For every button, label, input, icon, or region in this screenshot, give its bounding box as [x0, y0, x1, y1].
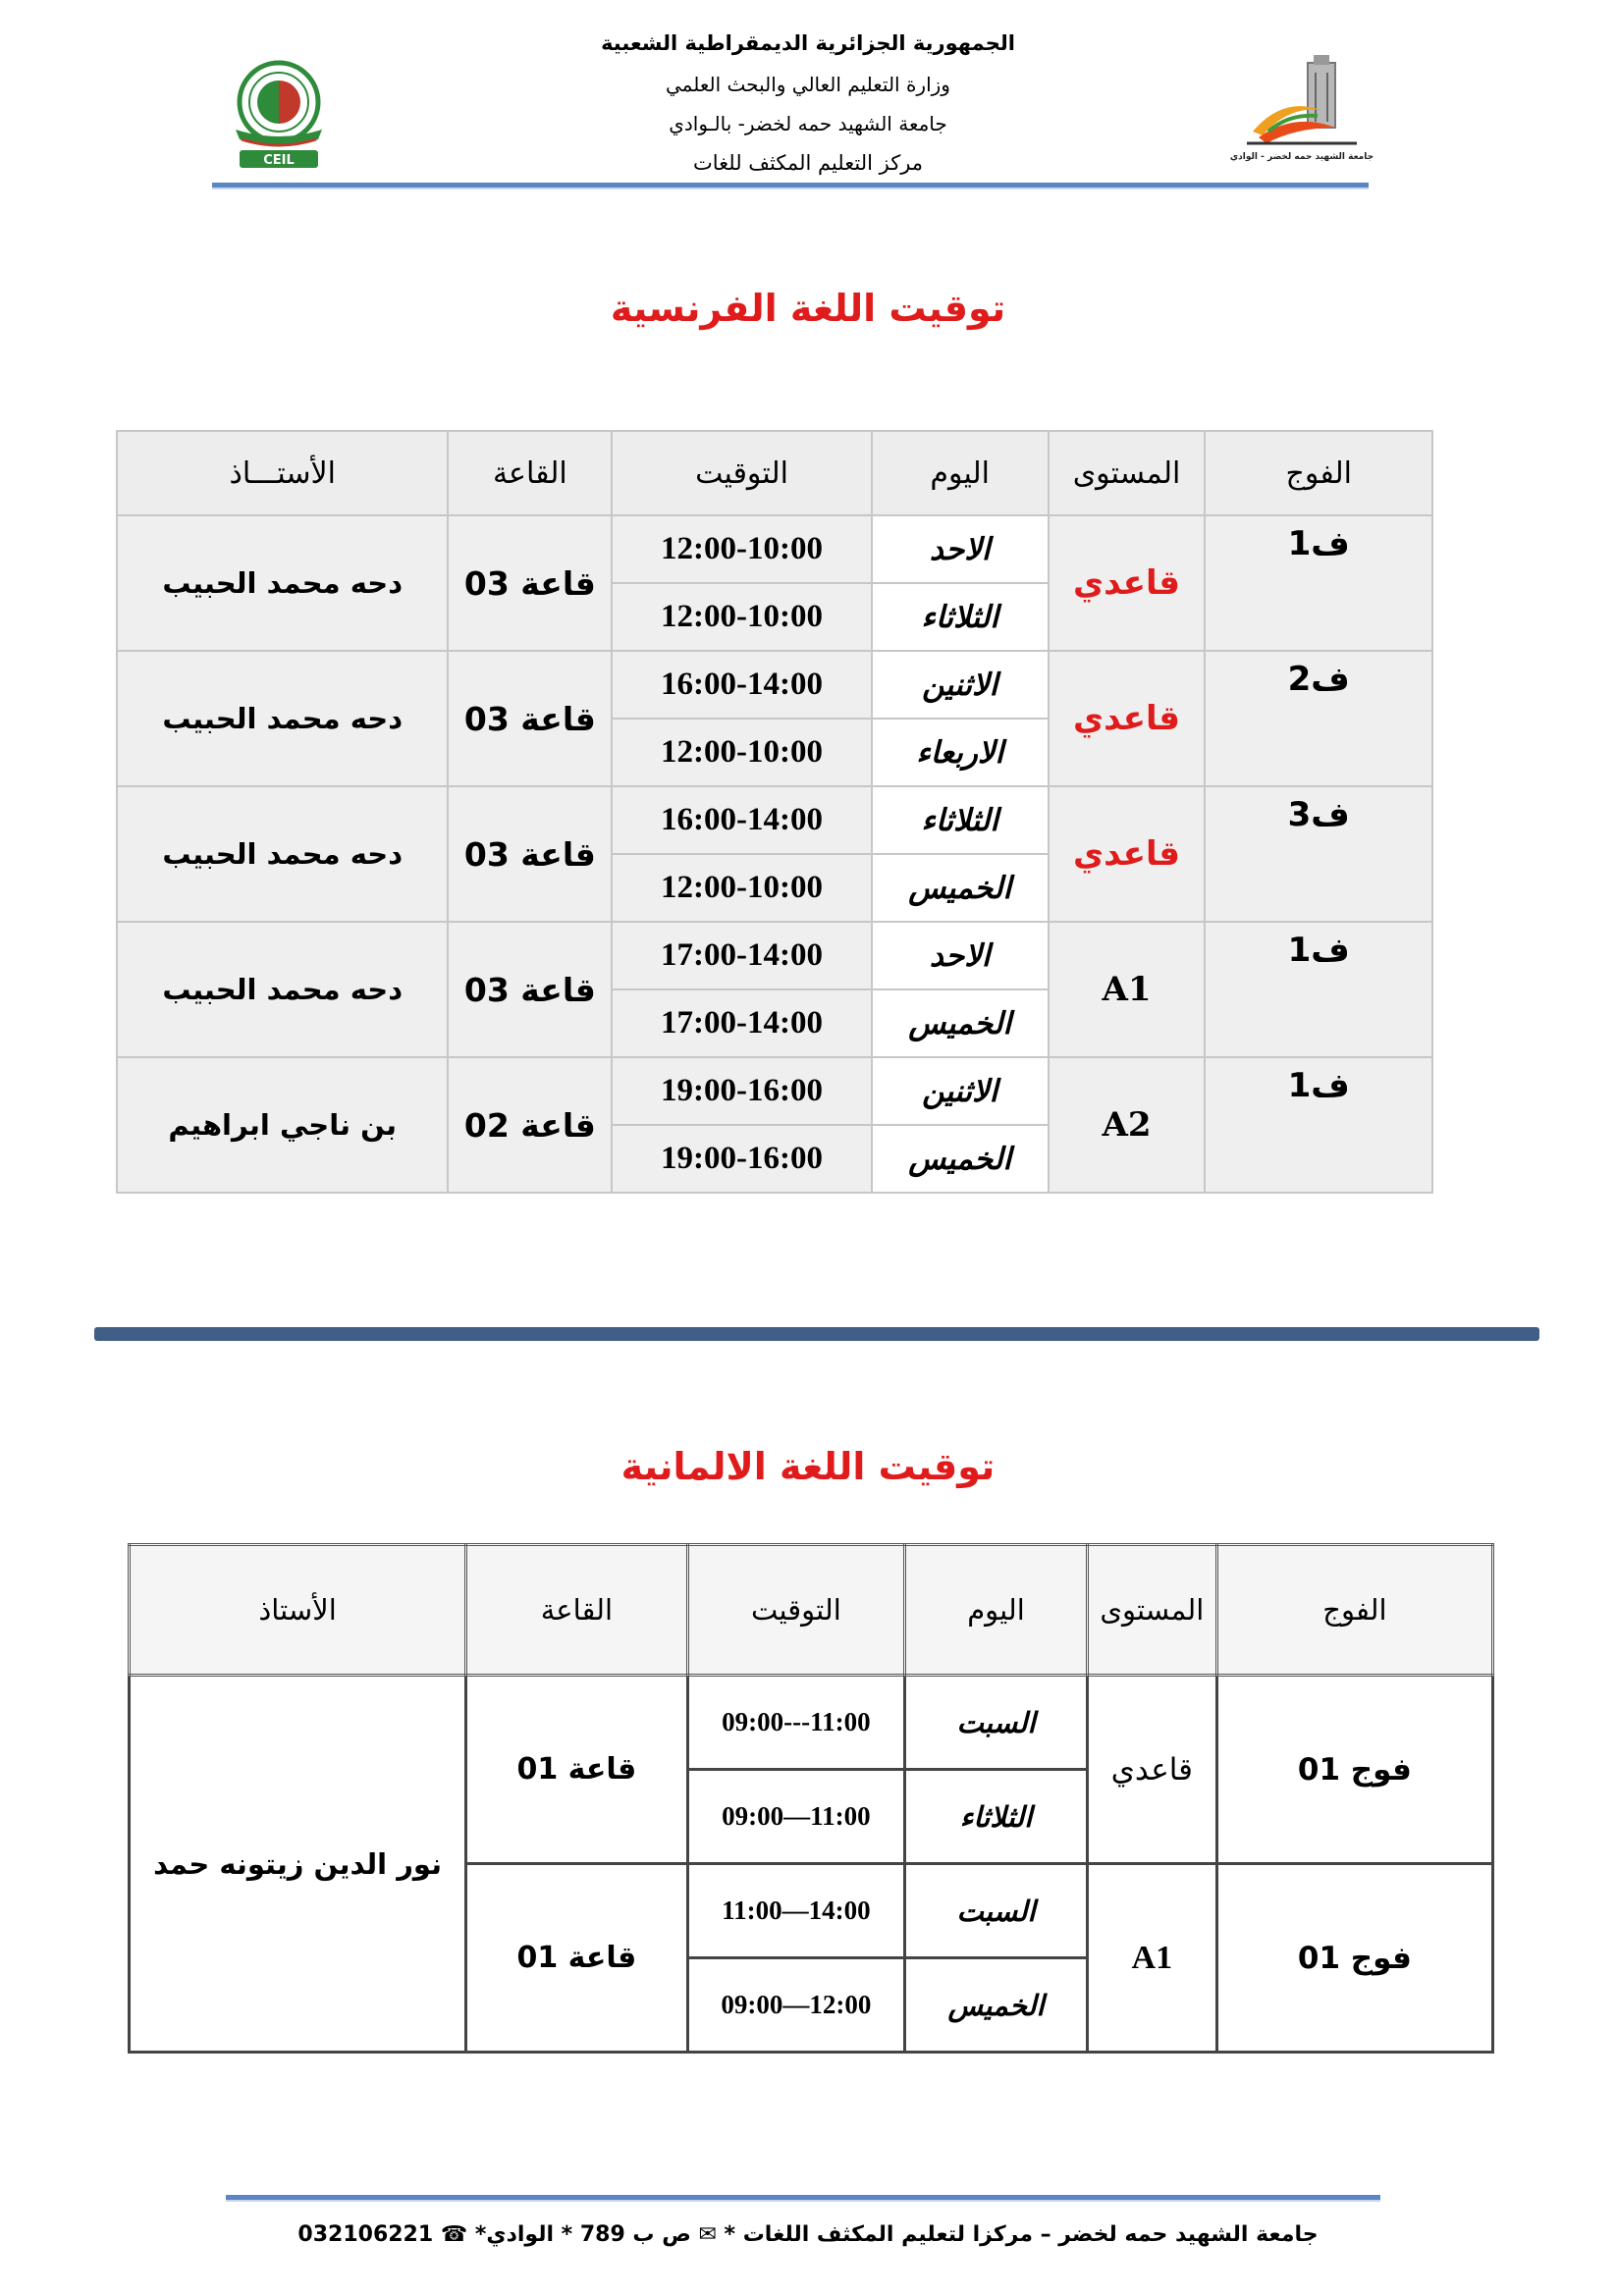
day-cell: الاحد: [872, 515, 1049, 583]
section-separator: [94, 1327, 1539, 1341]
header-republic: الجمهورية الجزائرية الديمقراطية الشعبية: [601, 31, 1015, 55]
room-cell: قاعة 03: [448, 786, 612, 922]
header-room: القاعة: [466, 1545, 687, 1676]
header-time: التوقيت: [687, 1545, 905, 1676]
prof-cell: بن ناجي ابراهيم: [117, 1057, 448, 1193]
day-cell: الاثنين: [872, 1057, 1049, 1125]
time-cell: 11:00—09:00: [687, 1770, 905, 1864]
time-cell: 12:00—09:00: [687, 1958, 905, 2053]
group-cell: ف2: [1205, 651, 1432, 786]
header-room: القاعة: [448, 431, 612, 515]
table-header-row: [130, 1545, 1493, 1676]
table-row: [117, 651, 1432, 719]
day-cell: الاربعاء: [872, 719, 1049, 786]
time-cell: 12:00-10:00: [612, 719, 872, 786]
level-cell: قاعدي: [1049, 515, 1206, 651]
time-cell: 17:00-14:00: [612, 922, 872, 989]
time-cell: 16:00-14:00: [612, 786, 872, 854]
table-row: [117, 1057, 1432, 1125]
time-cell: 14:00—11:00: [687, 1864, 905, 1958]
group-cell: فوج 01: [1216, 1676, 1492, 1864]
prof-cell: دحه محمد الحبيب: [117, 515, 448, 651]
header-ministry: وزارة التعليم العالي والبحث العلمي: [666, 73, 950, 96]
day-cell: الثلاثاء: [905, 1770, 1088, 1864]
level-cell: قاعدي: [1087, 1676, 1216, 1864]
day-cell: الخميس: [872, 989, 1049, 1057]
header-time: التوقيت: [612, 431, 872, 515]
room-cell: قاعة 01: [466, 1864, 687, 2053]
group-cell: ف1: [1205, 1057, 1432, 1193]
ceil-logo: [218, 57, 340, 173]
prof-cell: دحه محمد الحبيب: [117, 922, 448, 1057]
level-cell: قاعدي: [1049, 651, 1206, 786]
header-level: المستوى: [1049, 431, 1206, 515]
day-cell: الاحد: [872, 922, 1049, 989]
time-cell: 19:00-16:00: [612, 1125, 872, 1193]
header-center: مركز التعليم المكثف للغات: [692, 151, 924, 175]
day-cell: الخميس: [872, 1125, 1049, 1193]
footer-contact: جامعة الشهيد حمه لخضر – مركزا لتعليم المكثف اللغات * ✉ ص ب 789 * الوادي* ☎ 032106221: [297, 2222, 1319, 2247]
room-cell: قاعة 03: [448, 922, 612, 1057]
time-cell: 19:00-16:00: [612, 1057, 872, 1125]
french-schedule-table: [116, 430, 1433, 1194]
university-logo: [1229, 53, 1374, 169]
table-row: [117, 515, 1432, 583]
group-cell: ف1: [1205, 922, 1432, 1057]
level-cell: قاعدي: [1049, 786, 1206, 922]
header-prof: الأستاذ: [130, 1545, 466, 1676]
german-schedule-title: توقيت اللغة الالمانية: [620, 1445, 996, 1488]
time-cell: 11:00---09:00: [687, 1676, 905, 1770]
day-cell: السبت: [905, 1676, 1088, 1770]
table-row: [117, 786, 1432, 854]
header-rule: [212, 183, 1369, 189]
level-cell: A1: [1087, 1864, 1216, 2053]
table-row: [130, 1676, 1493, 1770]
group-cell: فوج 01: [1216, 1864, 1492, 2053]
ceil-logo-text: CEIL: [263, 153, 295, 168]
french-schedule-title: توقيت اللغة الفرنسية: [610, 287, 1006, 330]
room-cell: قاعة 03: [448, 515, 612, 651]
room-cell: قاعة 03: [448, 651, 612, 786]
header-group: الفوج: [1205, 431, 1432, 515]
time-cell: 12:00-10:00: [612, 854, 872, 922]
level-cell: A2: [1049, 1057, 1206, 1193]
time-cell: 17:00-14:00: [612, 989, 872, 1057]
table-header-row: [117, 431, 1432, 515]
header-level: المستوى: [1087, 1545, 1216, 1676]
day-cell: الثلاثاء: [872, 786, 1049, 854]
time-cell: 12:00-10:00: [612, 515, 872, 583]
university-logo-text: جامعة الشهيد حمه لخضر - الوادي: [1229, 152, 1374, 162]
header-day: اليوم: [905, 1545, 1088, 1676]
time-cell: 12:00-10:00: [612, 583, 872, 651]
group-cell: ف1: [1205, 515, 1432, 651]
day-cell: الخميس: [872, 854, 1049, 922]
header-group: الفوج: [1216, 1545, 1492, 1676]
prof-cell: دحه محمد الحبيب: [117, 651, 448, 786]
header-prof: الأستـــاذ: [117, 431, 448, 515]
group-cell: ف3: [1205, 786, 1432, 922]
time-cell: 16:00-14:00: [612, 651, 872, 719]
table-row: [117, 922, 1432, 989]
room-cell: قاعة 02: [448, 1057, 612, 1193]
day-cell: الثلاثاء: [872, 583, 1049, 651]
header-day: اليوم: [872, 431, 1049, 515]
prof-cell: دحه محمد الحبيب: [117, 786, 448, 922]
room-cell: قاعة 01: [466, 1676, 687, 1864]
prof-cell: نور الدين زيتونه حمد: [130, 1676, 466, 2053]
footer-rule: [226, 2195, 1380, 2202]
day-cell: السبت: [905, 1864, 1088, 1958]
day-cell: الخميس: [905, 1958, 1088, 2053]
day-cell: الاثنين: [872, 651, 1049, 719]
german-schedule-table: [128, 1543, 1494, 2054]
level-cell: A1: [1049, 922, 1206, 1057]
header-university: جامعة الشهيد حمه لخضر- بالـوادي: [669, 112, 947, 135]
